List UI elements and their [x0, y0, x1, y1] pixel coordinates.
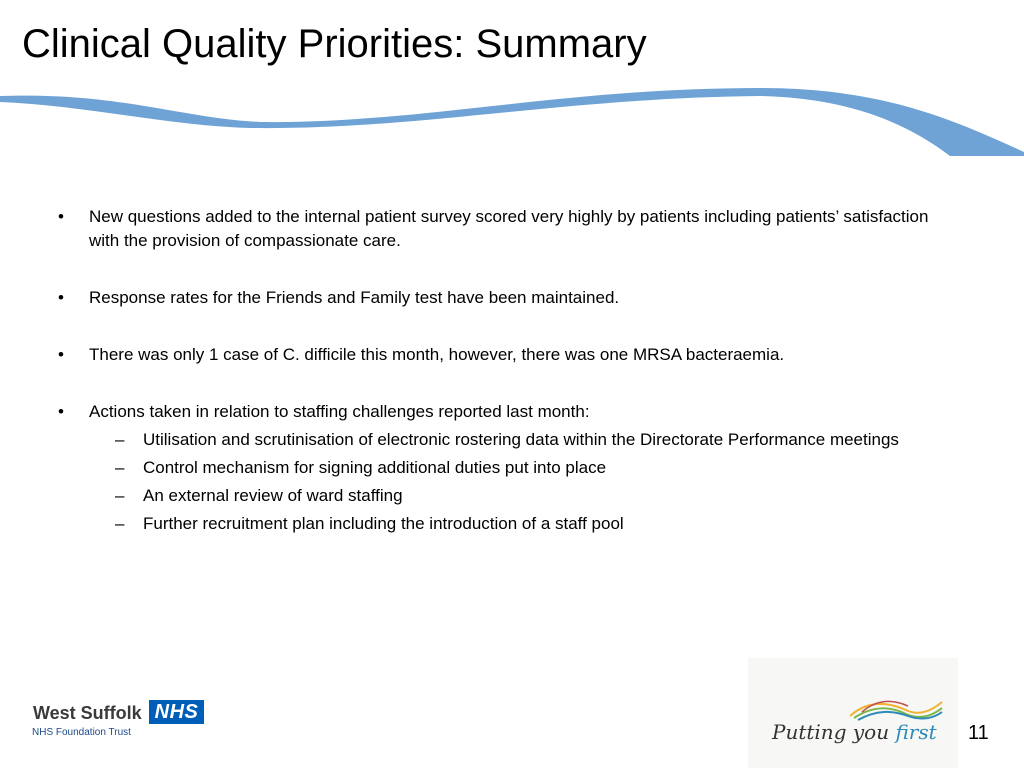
sub-bullet-marker: – — [115, 430, 125, 449]
sub-bullet-marker: – — [115, 458, 125, 477]
bullet-item — [58, 205, 958, 253]
west-suffolk-nhs-logo — [30, 700, 210, 742]
decorative-swoosh — [0, 78, 1024, 158]
logo-org-name: West Suffolk — [33, 703, 142, 723]
sub-bullet-text: Further recruitment plan including the introduction of a staff pool — [143, 514, 624, 533]
bullet-text: Response rates for the Friends and Family test have been maintained. — [89, 288, 620, 307]
slide-title: Clinical Quality Priorities: Summary — [22, 22, 647, 66]
bullet-item — [58, 286, 958, 310]
nhs-badge: NHS — [149, 700, 204, 724]
logo-tagline — [772, 720, 937, 744]
ribbon-swirl-icon — [848, 698, 944, 722]
sub-bullet-marker: – — [115, 486, 125, 505]
bullet-text: There was only 1 case of C. difficile this month, however, there was one MRSA bacteraemia. — [89, 345, 785, 364]
logo-trust-name: NHS Foundation Trust — [32, 727, 131, 738]
sub-bullet-marker: – — [115, 514, 125, 533]
bullet-marker: • — [58, 402, 64, 421]
putting-you-first-logo — [748, 658, 958, 768]
sub-bullet-text: Control mechanism for signing additional duties put into place — [143, 458, 607, 477]
bullet-marker: • — [58, 345, 64, 364]
bullet-text: New questions added to the internal patient survey scored very highly by patients including patients’ satisfaction with the provision of compassionate care. — [89, 207, 929, 250]
slide-content — [58, 205, 958, 540]
bullet-item — [58, 343, 958, 367]
swoosh-shape — [0, 88, 1024, 156]
sub-bullet-item — [58, 512, 958, 536]
page-number: 11 — [968, 722, 989, 744]
sub-bullet-item — [58, 456, 958, 480]
sub-bullet-text: Utilisation and scrutinisation of electronic rostering data within the Directorate Performance meetings — [143, 430, 899, 449]
tagline-accent: first — [895, 720, 937, 744]
bullet-text: Actions taken in relation to staffing challenges reported last month: — [89, 402, 590, 421]
tagline-main: Putting you — [772, 720, 896, 744]
sub-bullet-item — [58, 484, 958, 508]
bullet-item — [58, 400, 958, 424]
sub-bullet-item — [58, 428, 958, 452]
bullet-marker: • — [58, 207, 64, 226]
bullet-marker: • — [58, 288, 64, 307]
sub-bullet-text: An external review of ward staffing — [143, 486, 403, 505]
